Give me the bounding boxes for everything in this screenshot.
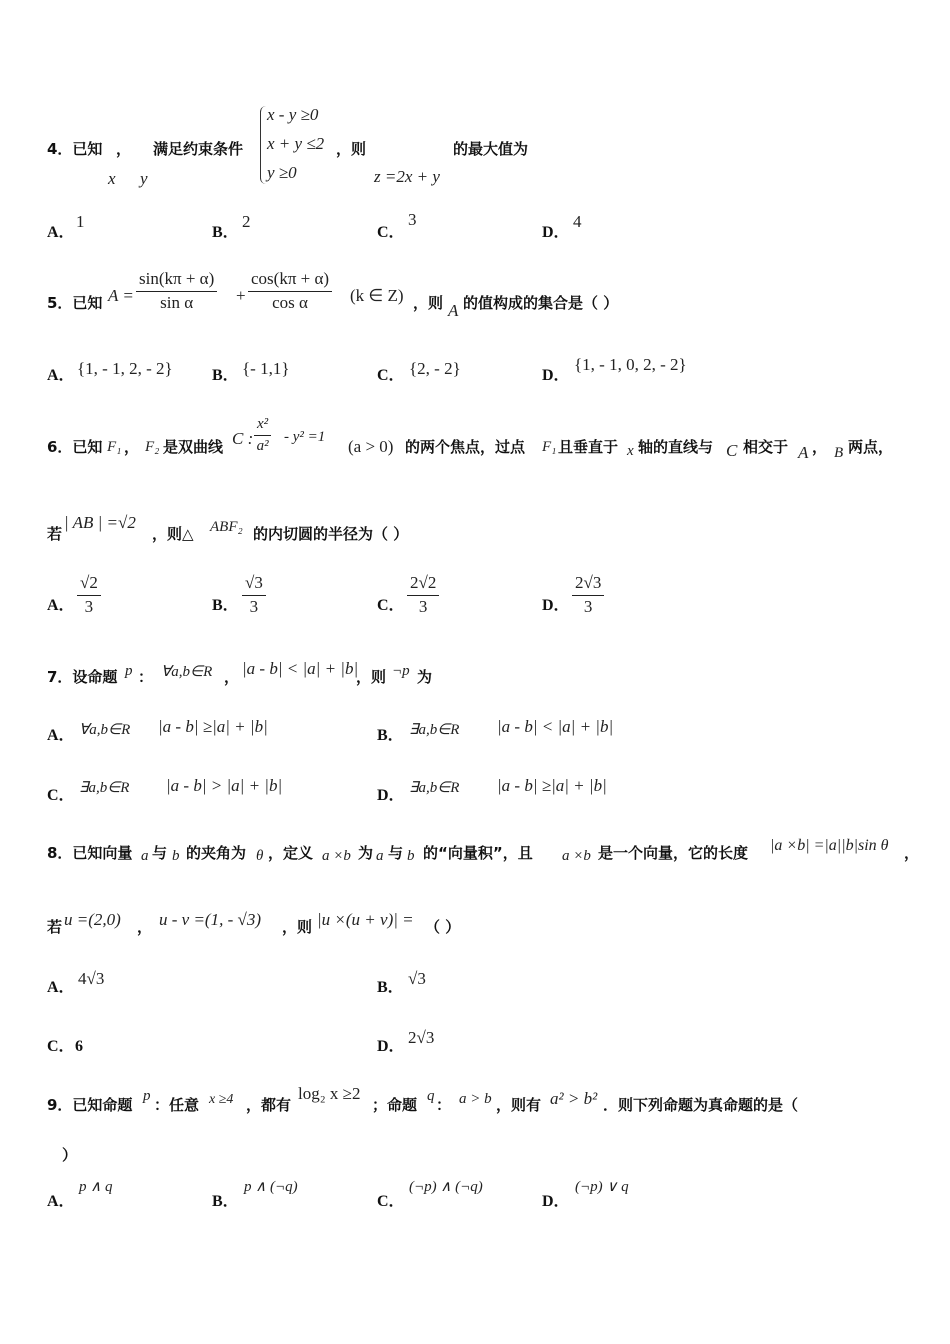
denominator: 3	[583, 596, 593, 616]
option-label[interactable]: B．	[212, 367, 239, 384]
q6-F1: F₁	[542, 439, 557, 455]
q7-comma: ，	[224, 668, 240, 686]
q8-text: 与	[388, 844, 404, 862]
option-value: 2	[242, 212, 251, 231]
option-quantifier: ∀a,b∈R	[79, 722, 131, 738]
option-value: {- 1,1}	[242, 359, 290, 378]
q6-equation-rest: - y² =1	[284, 429, 326, 445]
option-label[interactable]: C．	[47, 1038, 75, 1055]
q8-text: 的“向量积”，且	[423, 844, 533, 862]
q7-colon: ：	[138, 668, 154, 686]
option-value: √3	[408, 969, 426, 988]
q7-then: ，则	[356, 668, 387, 686]
option-value: (¬p) ∨ q	[575, 1179, 629, 1195]
q4-comma: ，	[116, 140, 132, 158]
q4-objective: z =2x + y	[374, 167, 440, 186]
option-label[interactable]: A．	[47, 224, 75, 241]
q9-close-paren: ）	[62, 1146, 78, 1164]
q4-var-y: y	[140, 169, 148, 188]
q9-log: log₂ x ≥2	[298, 1084, 361, 1103]
q6-fraction	[254, 416, 271, 454]
numerator: cos(kπ + α)	[248, 270, 332, 292]
option-label[interactable]: A．	[47, 1193, 75, 1210]
q8-text: 是一个向量，它的长度	[598, 844, 749, 862]
q5-number: 5．已知	[47, 294, 103, 312]
q9-text: ：	[436, 1096, 452, 1114]
q5-fraction-2	[248, 270, 332, 312]
q4-constraint: y ≥0	[267, 163, 297, 182]
numerator: x²	[254, 416, 271, 436]
denominator: 3	[84, 596, 94, 616]
option-label[interactable]: B．	[212, 1193, 239, 1210]
q6-B: B	[834, 445, 844, 461]
q8-number: 8．已知向量	[47, 844, 133, 862]
q8-comma: ，	[904, 844, 920, 862]
q7-not-p: ¬p	[392, 663, 410, 679]
numerator: √3	[242, 574, 266, 596]
option-label[interactable]: D．	[542, 367, 570, 384]
option-value: 4	[573, 212, 582, 231]
option-value: {1, - 1, 0, 2, - 2}	[574, 355, 687, 374]
q9-x-ge-4: x ≥4	[209, 1092, 234, 1107]
q4-var-x: x	[108, 169, 116, 188]
option-quantifier: ∃a,b∈R	[79, 780, 130, 796]
option-label[interactable]: C．	[377, 367, 405, 384]
option-quantifier: ∃a,b∈R	[409, 722, 460, 738]
q6-C: C	[726, 441, 738, 460]
q6-condition: (a > 0)	[348, 437, 394, 456]
q6-F1: F₁	[107, 439, 122, 455]
q8-text: ，定义	[268, 844, 314, 862]
q8-u: u =(2,0)	[64, 910, 121, 929]
option-label[interactable]: D．	[377, 787, 405, 804]
q8-blank: （ ）	[425, 918, 461, 936]
option-value: 4√3	[78, 969, 105, 988]
option-fraction	[77, 574, 101, 616]
q8-a-cross-b: a ×b	[562, 848, 591, 864]
q9-text: ，则有	[496, 1096, 542, 1114]
q5-plus: +	[236, 286, 246, 305]
option-label[interactable]: A．	[47, 367, 75, 384]
option-label[interactable]: C．	[377, 597, 405, 614]
q6-text: 且垂直于	[558, 438, 619, 456]
option-fraction	[242, 574, 266, 616]
option-value: |a - b| ≥|a| + |b|	[497, 776, 607, 795]
q8-text: 的夹角为	[186, 844, 247, 862]
q4-brace	[260, 106, 267, 184]
numerator: 2√3	[572, 574, 604, 596]
q6-C: C :	[232, 429, 254, 448]
q9-text: ，都有	[246, 1096, 292, 1114]
option-fraction	[407, 574, 439, 616]
q9-text: ：任意	[154, 1096, 200, 1114]
q6-x: x	[627, 443, 634, 459]
q9-text: ；命题	[372, 1096, 418, 1114]
option-value: p ∧ q	[79, 1179, 113, 1195]
q9-a-gt-b: a > b	[459, 1091, 492, 1107]
option-fraction	[572, 574, 604, 616]
option-label[interactable]: C．	[377, 1193, 405, 1210]
option-value: p ∧ (¬q)	[244, 1179, 298, 1195]
q6-AB: | AB | =√2	[64, 513, 136, 532]
q8-text: 为	[358, 844, 374, 862]
q8-length-formula: |a ×b| =|a||b|sin θ	[770, 837, 889, 854]
option-label[interactable]: D．	[377, 1038, 405, 1055]
q6-text: 相交于	[743, 438, 789, 456]
q8-text: 若	[47, 918, 63, 936]
q8-then: ，则	[282, 918, 313, 936]
option-label[interactable]: A．	[47, 597, 75, 614]
q6-text: 的两个焦点，过点	[405, 438, 526, 456]
q7-tail: 为	[417, 668, 433, 686]
option-value: 1	[76, 212, 85, 231]
option-value: (¬p) ∧ (¬q)	[409, 1179, 483, 1195]
q8-a: a	[376, 848, 384, 864]
q6-A: A	[798, 443, 809, 462]
option-label[interactable]: B．	[212, 224, 239, 241]
q6-text: ，则△	[152, 525, 194, 543]
q9-text: ．则下列命题为真命题的是（	[603, 1096, 799, 1114]
q6-text: 的内切圆的半径为（ ）	[253, 525, 409, 543]
option-label[interactable]: B．	[377, 979, 404, 996]
option-label[interactable]: B．	[377, 727, 404, 744]
option-value: |a - b| < |a| + |b|	[497, 717, 614, 736]
denominator: cos α	[272, 292, 308, 312]
q5-A-eq: A =	[108, 286, 134, 305]
option-value: |a - b| ≥|a| + |b|	[158, 717, 268, 736]
q5-A: A	[448, 301, 459, 320]
q4-constraint: x - y ≥0	[267, 105, 319, 124]
q7-p: p	[125, 663, 133, 679]
q6-comma: ，	[812, 438, 828, 456]
denominator: 3	[249, 596, 259, 616]
option-label[interactable]: B．	[212, 597, 239, 614]
q9-p: p	[143, 1088, 151, 1104]
q4-constraint: x + y ≤2	[267, 134, 325, 153]
q8-a: a	[141, 848, 149, 864]
q7-expression: |a - b| < |a| + |b|	[242, 659, 359, 678]
denominator: sin α	[160, 292, 194, 312]
q5-k-in-z: (k ∈ Z)	[350, 286, 404, 305]
option-label[interactable]: A．	[47, 979, 75, 996]
q6-F2: F₂	[145, 439, 160, 455]
option-label[interactable]: C．	[377, 224, 405, 241]
q8-expression: |u ×(u + v)| =	[317, 910, 414, 929]
option-label[interactable]: D．	[542, 597, 570, 614]
q7-quantifier: ∀a,b∈R	[161, 664, 213, 680]
option-value: 6	[75, 1038, 83, 1055]
numerator: 2√2	[407, 574, 439, 596]
q8-a-cross-b: a ×b	[322, 848, 351, 864]
q6-text: 轴的直线与	[638, 438, 714, 456]
q7-number: 7．设命题	[47, 668, 118, 686]
denominator: a²	[256, 437, 269, 454]
q9-a2-gt-b2: a² > b²	[550, 1089, 598, 1108]
q5-fraction-1	[136, 270, 217, 312]
q9-q: q	[427, 1088, 435, 1104]
option-quantifier: ∃a,b∈R	[409, 780, 460, 796]
q6-comma: ，	[124, 438, 140, 456]
q8-b: b	[172, 848, 180, 864]
numerator: sin(kπ + α)	[136, 270, 217, 292]
q8-text: 与	[152, 844, 168, 862]
q8-theta: θ	[256, 848, 264, 864]
option-value: {2, - 2}	[409, 359, 461, 378]
q4-number: 4．已知	[47, 140, 103, 158]
option-value: 3	[408, 210, 417, 229]
q8-b: b	[407, 848, 415, 864]
option-label[interactable]: A．	[47, 727, 75, 744]
option-label[interactable]: C．	[47, 787, 75, 804]
q5-then: ，则	[413, 294, 444, 312]
q5-tail: 的值构成的集合是（ ）	[463, 294, 619, 312]
q6-text: 是双曲线	[163, 438, 224, 456]
q6-number: 6．已知	[47, 438, 103, 456]
q6-text: 若	[47, 525, 63, 543]
numerator: √2	[77, 574, 101, 596]
q6-text: 两点，	[848, 438, 894, 456]
q4-then: ，则	[336, 140, 367, 158]
q4-condition-text: 满足约束条件	[153, 140, 244, 158]
q8-comma: ，	[137, 918, 153, 936]
option-label[interactable]: D．	[542, 224, 570, 241]
option-value: {1, - 1, 2, - 2}	[77, 359, 173, 378]
option-value: |a - b| > |a| + |b|	[166, 776, 283, 795]
q4-tail: 的最大值为	[453, 140, 529, 158]
denominator: 3	[418, 596, 428, 616]
q8-u-minus-v: u - v =(1, - √3)	[159, 910, 261, 929]
option-value: 2√3	[408, 1028, 435, 1047]
q9-number: 9．已知命题	[47, 1096, 133, 1114]
option-label[interactable]: D．	[542, 1193, 570, 1210]
q6-triangle: ABF₂	[210, 519, 243, 535]
